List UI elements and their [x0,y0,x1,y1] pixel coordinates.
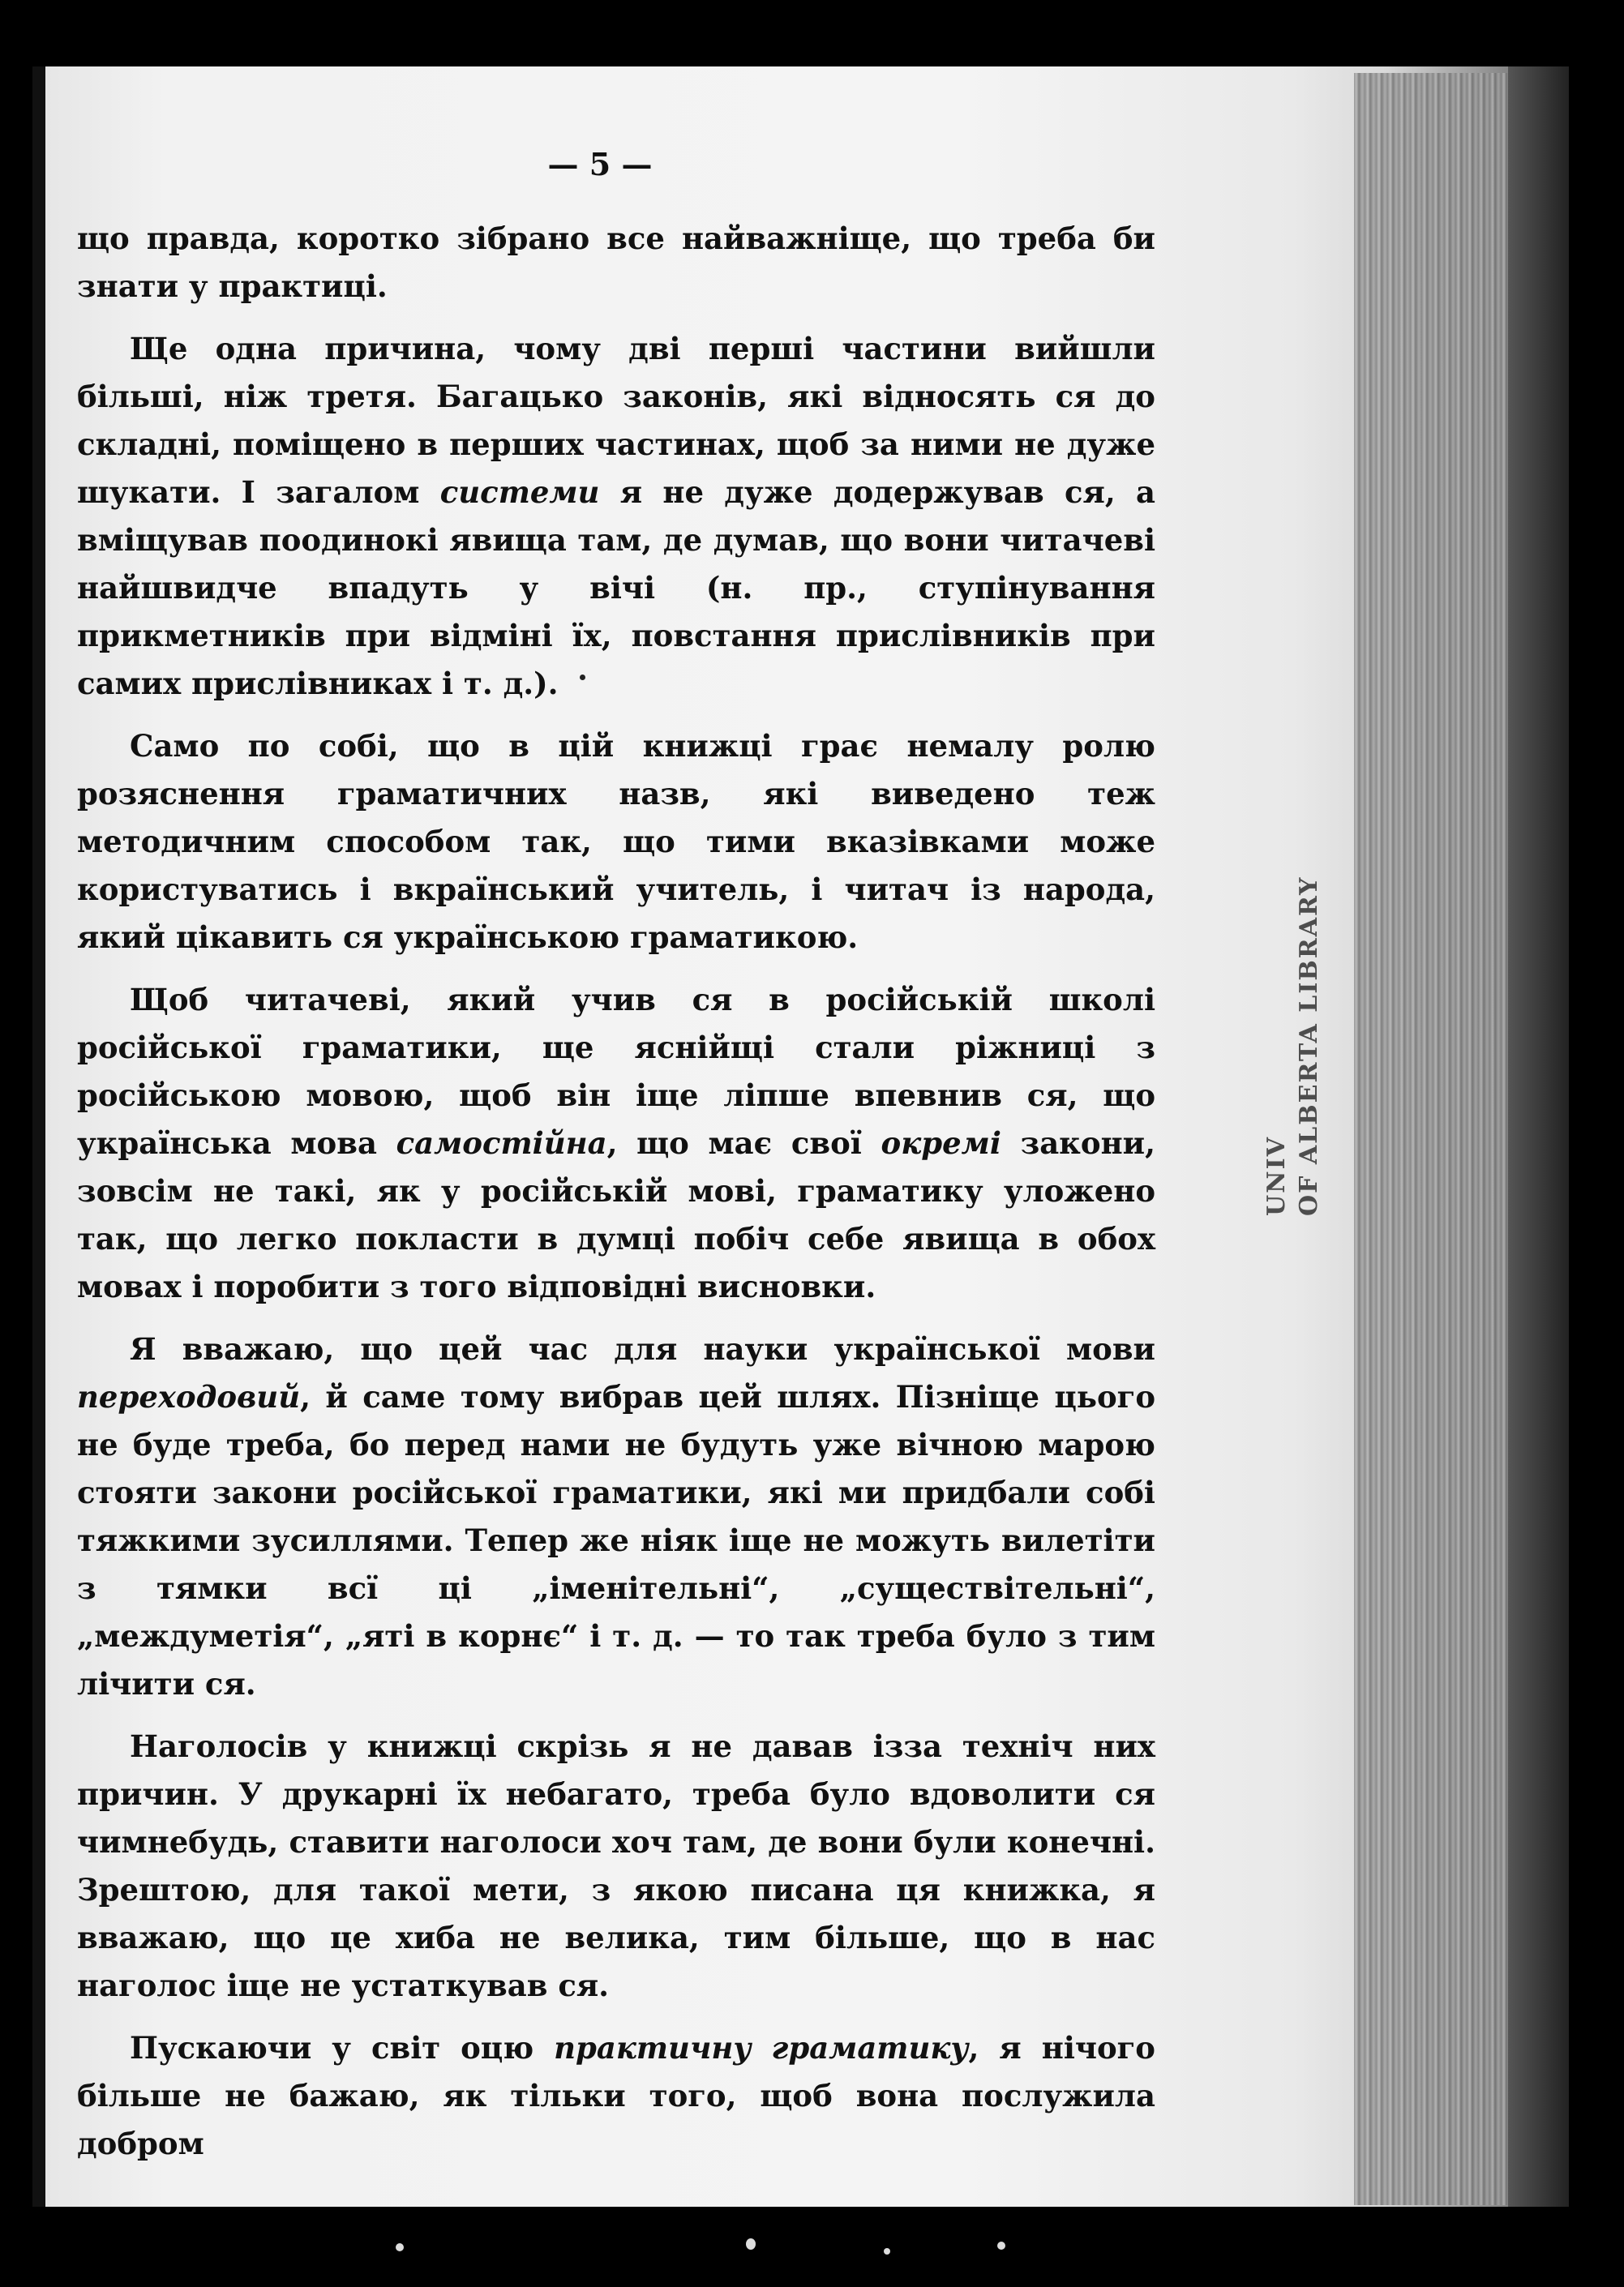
library-stamp [1261,1119,1624,1216]
text-run: Ще одна причина, чому дві перші частини вийшли більші, ніж третя. Багацько законів, які відносять ся до складні, поміщено в перших частинах, щоб за ними не дуже шукати. І загалом [77,331,1155,510]
page-body-text [77,215,1155,2182]
italic-phrase: практичну граматику [554,2030,969,2066]
text-run: , що має свої [606,1125,881,1161]
text-run: закони, зовсім не такі, як у російській мові, граматику уложено так, що легко покласти в думці побіч себе явища в обох мовах і поробити з того відповідні висновки. [77,1125,1155,1304]
scan-dust-mark [396,2243,404,2251]
text-run: Наголосів у книжці скрізь я не давав ізза техніч них причин. У друкарні їх небагато, треба було вдоволити ся чимнебудь, ставити наголоси хоч там, де вони були конечні. Зрештою, для такої мети, з якою писана ця книжка, я вважаю, що це хиба не велика, тим більше, що в нас наголос іще не устаткував ся. [77,1728,1155,2003]
scan-bottom-border [0,2209,1624,2287]
paragraph [77,722,1155,961]
paragraph [77,1326,1155,1708]
print-speck [580,675,585,680]
scan-dust-mark [884,2248,890,2255]
italic-phrase: системи [439,474,600,510]
stamp-line-1: UNIV [1262,1136,1291,1216]
paragraph [77,215,1155,311]
text-run: я не дуже додержував ся, а вміщував поодинокі явища там, де думав, що вони читачеві найшвидче впадуть у вічі (н. пр., ступінування прикметників при відміні їх, повстання прислівників при самих прислівниках і т. д.). [77,474,1155,701]
paragraph [77,1723,1155,2010]
scan-dust-mark [997,2242,1005,2250]
page-number: — 5 — [547,146,653,182]
paragraph [77,2024,1155,2168]
italic-phrase: переходовий [77,1379,301,1415]
text-run: Само по собі, що в цій книжці грає немалу ролю розяснення граматичних назв, які виведено теж методичним способом так, що тими вказівками може користуватись і вкраїнський учитель, і читач із народа, який цікавить ся українською граматикою. [77,728,1155,955]
italic-phrase: окремі [881,1125,1001,1161]
italic-phrase: самостійна [396,1125,607,1161]
text-run: що правда, коротко зібрано все найважніще, що треба би знати у практиці. [77,221,1155,304]
page-left-edge [32,66,45,2207]
stamp-line-2 [1293,1119,1326,1216]
text-run: Щоб читачеві, який учив ся в російській школі російської граматики, ще яснійщі стали ріжниці з російською мовою, щоб він іще ліпше впевнив ся, що українська мова [77,982,1155,1161]
text-run: Я вважаю, що цей час для науки української мови [130,1331,1155,1367]
paragraph [77,976,1155,1311]
paragraph [77,325,1155,708]
text-run: , й саме тому вибрав цей шлях. Пізніще цього не буде треба, бо перед нами не будуть уже вічною марою стояти закони російської граматики, які ми придбали собі тяжкими зусиллями. Тепер же ніяк іще не можуть вилетіти з тямки всї ці „іменітельні“, „существітельні“, „междуметія“, „яті в корнє“ і т. д. — то так треба було з тим лічити ся. [77,1379,1155,1702]
scan-dust-mark [746,2238,756,2250]
text-run: Пускаючи у світ оцю [130,2030,555,2066]
text-run: , я нічого більше не бажаю, як тільки того, щоб вона послужила добром [77,2030,1155,2161]
